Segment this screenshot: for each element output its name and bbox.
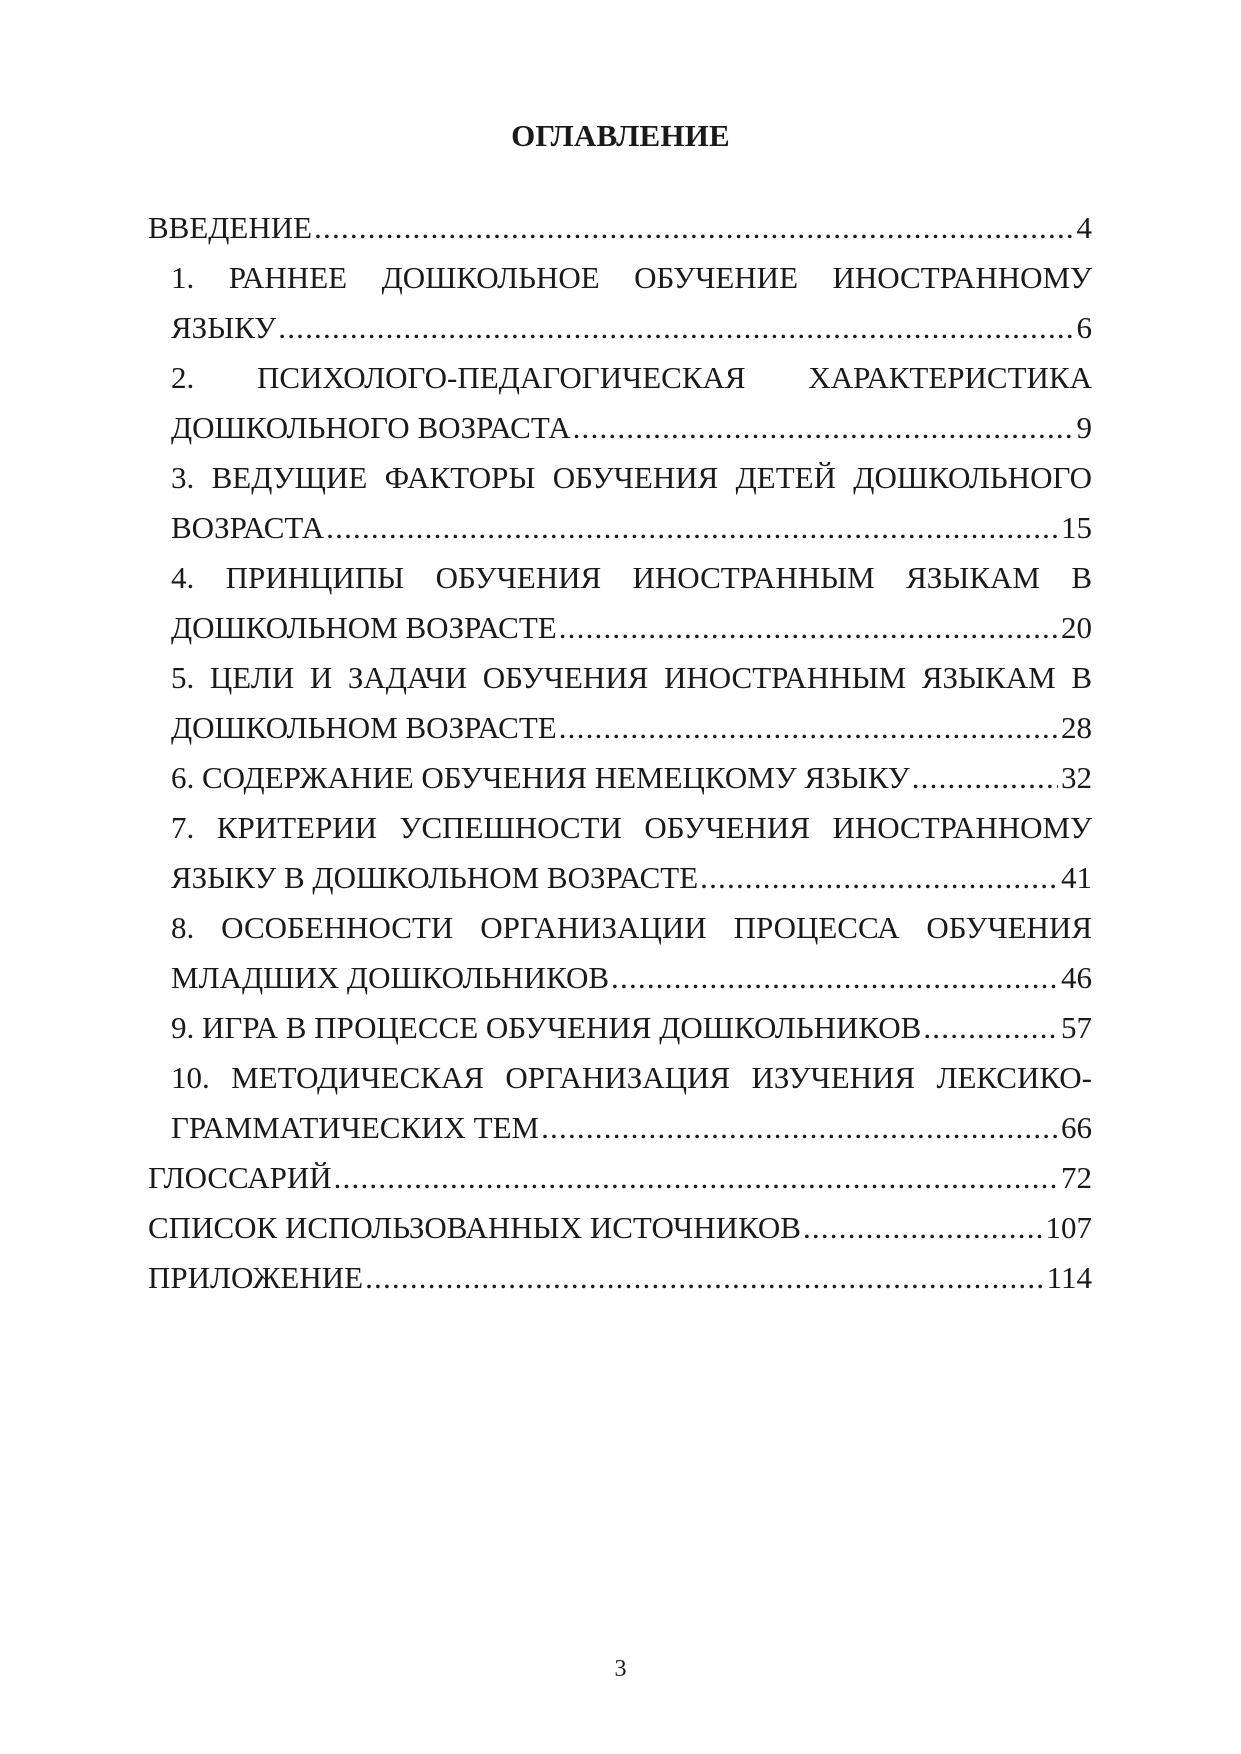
dot-leader xyxy=(700,853,1058,903)
dot-leader xyxy=(559,703,1058,753)
toc-entry-title: МЛАДШИХ ДОШКОЛЬНИКОВ xyxy=(171,960,610,995)
toc-entry-chapter-5[interactable] xyxy=(148,653,1092,753)
toc-entry-line xyxy=(171,703,1092,753)
dot-leader xyxy=(803,1203,1043,1253)
toc-page-number: 20 xyxy=(1061,610,1092,645)
toc-entry-line xyxy=(171,603,1092,653)
dot-leader xyxy=(573,403,1074,453)
toc-page-number: 4 xyxy=(1076,210,1092,245)
toc-entry-glossary[interactable] xyxy=(148,1153,1092,1203)
toc-page-number: 72 xyxy=(1061,1160,1092,1195)
toc-entry-line xyxy=(148,1253,1092,1303)
toc-entry-introduction[interactable] xyxy=(148,203,1092,253)
toc-page-number: 46 xyxy=(1061,960,1092,995)
toc-entry-title-line: 8. ОСОБЕННОСТИ ОРГАНИЗАЦИИ ПРОЦЕССА ОБУЧЕНИЯ xyxy=(171,910,1092,945)
toc-entry-chapter-10[interactable] xyxy=(148,1053,1092,1153)
dot-leader xyxy=(326,503,1058,553)
dot-leader xyxy=(541,1103,1058,1153)
toc-entry-line xyxy=(148,203,1092,253)
toc-entry-title: ЯЗЫКУ В ДОШКОЛЬНОМ ВОЗРАСТЕ xyxy=(171,860,699,895)
toc-entry-line xyxy=(171,1003,1092,1053)
toc-entry-line xyxy=(171,303,1092,353)
dot-leader xyxy=(912,753,1058,803)
toc-entry-line xyxy=(148,1153,1092,1203)
toc-entry-chapter-9[interactable] xyxy=(148,1003,1092,1053)
toc-entry-title: ВОЗРАСТА xyxy=(171,510,325,545)
toc-entry-title-line: 2. ПСИХОЛОГО-ПЕДАГОГИЧЕСКАЯ ХАРАКТЕРИСТИКА xyxy=(171,360,1092,395)
toc-entry-title: ПРИЛОЖЕНИЕ xyxy=(148,1260,364,1295)
toc-entry-title: ДОШКОЛЬНОМ ВОЗРАСТЕ xyxy=(171,710,557,745)
toc-entry-title-line: 1. РАННЕЕ ДОШКОЛЬНОЕ ОБУЧЕНИЕ ИНОСТРАННОМУ xyxy=(171,260,1092,295)
dot-leader xyxy=(923,1003,1058,1053)
toc-entry-chapter-3[interactable] xyxy=(148,453,1092,553)
toc-entry-title: ЯЗЫКУ xyxy=(171,310,277,345)
toc-entry-title-line: 5. ЦЕЛИ И ЗАДАЧИ ОБУЧЕНИЯ ИНОСТРАННЫМ ЯЗЫКАМ В xyxy=(171,660,1092,695)
toc-page-number: 66 xyxy=(1061,1110,1092,1145)
toc-entry-appendix[interactable] xyxy=(148,1253,1092,1303)
toc-page-number: 32 xyxy=(1061,760,1092,795)
toc-entry-title: ДОШКОЛЬНОМ ВОЗРАСТЕ xyxy=(171,610,557,645)
toc-entry-chapter-2[interactable] xyxy=(148,353,1092,453)
toc-entry-line xyxy=(171,403,1092,453)
toc-page-number: 6 xyxy=(1076,310,1092,345)
page-title: ОГЛАВЛЕНИЕ xyxy=(511,118,730,153)
dot-leader xyxy=(559,603,1058,653)
toc-entry-title-line: 3. ВЕДУЩИЕ ФАКТОРЫ ОБУЧЕНИЯ ДЕТЕЙ ДОШКОЛЬНОГО xyxy=(171,460,1092,495)
toc-entry-line xyxy=(171,1103,1092,1153)
toc-page-number: 107 xyxy=(1045,1210,1092,1245)
toc-entry-line xyxy=(171,853,1092,903)
toc-page-number: 15 xyxy=(1061,510,1092,545)
toc-entry-line xyxy=(171,753,1092,803)
toc-entry-title-line: 4. ПРИНЦИПЫ ОБУЧЕНИЯ ИНОСТРАННЫМ ЯЗЫКАМ В xyxy=(171,560,1092,595)
dot-leader xyxy=(611,953,1058,1003)
toc-entry-chapter-8[interactable] xyxy=(148,903,1092,1003)
dot-leader xyxy=(278,303,1073,353)
toc-entry-title: ВВЕДЕНИЕ xyxy=(148,210,313,245)
toc-page-number: 28 xyxy=(1061,710,1092,745)
toc-entry-title: ДОШКОЛЬНОГО ВОЗРАСТА xyxy=(171,410,571,445)
toc-entry-chapter-1[interactable] xyxy=(148,253,1092,353)
toc-page-number: 41 xyxy=(1061,860,1092,895)
toc-entry-line xyxy=(171,953,1092,1003)
toc-entry-title-line: 7. КРИТЕРИИ УСПЕШНОСТИ ОБУЧЕНИЯ ИНОСТРАННОМУ xyxy=(171,810,1092,845)
toc-entry-title: 9. ИГРА В ПРОЦЕССЕ ОБУЧЕНИЯ ДОШКОЛЬНИКОВ xyxy=(171,1010,922,1045)
toc-entry-title: ГЛОССАРИЙ xyxy=(148,1160,332,1195)
toc-entry-chapter-6[interactable] xyxy=(148,753,1092,803)
table-of-contents xyxy=(148,203,1092,1303)
toc-entry-title: ГРАММАТИЧЕСКИХ ТЕМ xyxy=(171,1110,540,1145)
page-number: 3 xyxy=(614,1656,627,1682)
toc-entry-line xyxy=(148,1203,1092,1253)
toc-entry-line xyxy=(171,503,1092,553)
toc-entry-chapter-7[interactable] xyxy=(148,803,1092,903)
toc-entry-title-line: 10. МЕТОДИЧЕСКАЯ ОРГАНИЗАЦИЯ ИЗУЧЕНИЯ ЛЕКСИКО- xyxy=(171,1060,1092,1095)
dot-leader xyxy=(365,1253,1044,1303)
dot-leader xyxy=(334,1153,1058,1203)
toc-entry-references[interactable] xyxy=(148,1203,1092,1253)
dot-leader xyxy=(314,203,1073,253)
toc-entry-title: 6. СОДЕРЖАНИЕ ОБУЧЕНИЯ НЕМЕЦКОМУ ЯЗЫКУ xyxy=(171,760,910,795)
toc-entry-title: СПИСОК ИСПОЛЬЗОВАННЫХ ИСТОЧНИКОВ xyxy=(148,1210,801,1245)
toc-page-number: 57 xyxy=(1061,1010,1092,1045)
toc-entry-chapter-4[interactable] xyxy=(148,553,1092,653)
toc-page-number: 114 xyxy=(1046,1260,1092,1295)
toc-page-number: 9 xyxy=(1076,410,1092,445)
